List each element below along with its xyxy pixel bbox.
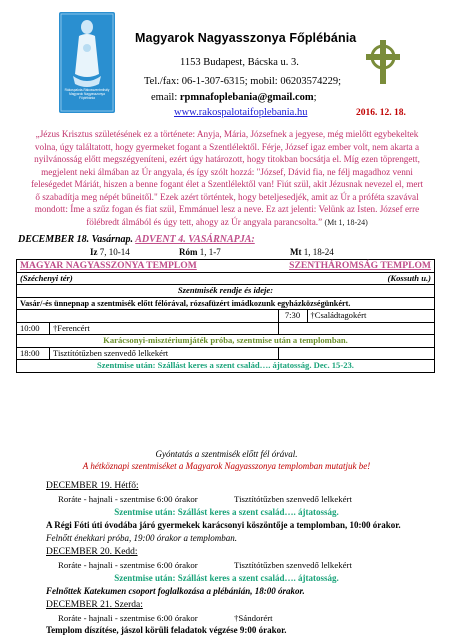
event-note: A Régi Fóti úti óvodába járó gyermekek karácsonyi köszöntője a templomban, 10:00 órakor. — [46, 520, 401, 530]
gospel-reference: (Mt 1, 18-24) — [324, 217, 368, 227]
confession-notice: Gyóntatás a szentmisék előtt fél órával. — [155, 449, 298, 459]
cross-icon — [360, 38, 406, 86]
mass-intention: Tisztítótűzben szenvedő lelkekért — [50, 347, 279, 360]
address: 1153 Budapest, Bácska u. 3. — [180, 57, 299, 68]
mass-intention: †Sándorért — [234, 613, 273, 623]
mass-intention: Tisztítótűzben szenvedő lelkekért — [234, 560, 352, 570]
mass-intention: †Ferencért — [50, 322, 279, 335]
event-note: Templom díszítése, jászol körüli feladatok végzése 9:00 órakor. — [46, 625, 287, 635]
sunday-heading: DECEMBER 18. Vasárnap. ADVENT 4. VASÁRNAPJA: — [18, 234, 255, 245]
email-line: email: rpmnafoplebania@gmail.com; — [151, 92, 317, 103]
logo-text: Rákospalota-Rákosszentmihály Magyarok Nagyasszonya Főplébánia — [64, 88, 110, 100]
devotion-note: Szentmise után: Szállást keres a szent család…. ájtatosság. — [114, 507, 339, 517]
mass-intention: †Családtagokért — [307, 310, 435, 323]
mass-info: Roráte - hajnali - szentmise 6:00 órakor — [58, 494, 198, 504]
schedule-heading: Szentmisék rendje és ideje: — [17, 285, 435, 298]
reading-2: Róm 1, 1-7 — [179, 247, 221, 257]
day-heading: DECEMBER 19. Hétfő: — [46, 481, 139, 491]
devotion-note: Szentmise után: Szállást keres a szent család…. ájtatosság. Dec. 15-23. — [17, 360, 435, 373]
phone-line: Tel./fax: 06-1-307-6315; mobil: 06203574229; — [144, 76, 341, 87]
website-link[interactable]: www.rakospalotaifoplebania.hu — [174, 107, 308, 118]
email-link[interactable]: rpmnafoplebania@gmail.com — [179, 92, 314, 103]
day-heading: DECEMBER 20. Kedd: — [46, 547, 138, 557]
parish-logo — [59, 12, 115, 113]
weekday-mass-notice: A hétköznapi szentmiséket a Magyarok Nagyasszonya templomban mutatjuk be! — [82, 461, 371, 471]
event-note: Felnőttek Katekumen csoport foglalkozása a plébánián, 18:00 órakor. — [46, 586, 305, 596]
reading-3: Mt 1, 18-24 — [290, 247, 334, 257]
mass-time: 18:00 — [17, 347, 50, 360]
mass-time: 10:00 — [17, 322, 50, 335]
carol-rehearsal-note: Karácsonyi-misztériumjáték próba, szentmise után a templomban. — [17, 335, 435, 348]
parish-title: Magyarok Nagyasszonya Főplébánia — [135, 31, 357, 45]
church-2-name: SZENTHÁROMSÁG TEMPLOM — [278, 260, 435, 273]
church-1-location: (Széchenyi tér) — [17, 272, 279, 285]
event-note: Felnőtt énekkari próba, 19:00 órakor a templomban. — [46, 533, 237, 543]
church-1-name: MAGYAR NAGYASSZONYA TEMPLOM — [17, 260, 279, 273]
mass-schedule-table — [16, 259, 435, 373]
devotion-note: Szentmise után: Szállást keres a szent család…. ájtatosság. — [114, 573, 339, 583]
rosary-note: Vasár/-és ünnepnap a szentmisék előtt félórával, rózsafüzért imádkozunk egyházközségünkért. — [17, 297, 435, 310]
mass-info: Roráte - hajnali - szentmise 6:00 órakor — [58, 613, 198, 623]
mass-intention: Tisztítótűzben szenvedő lelkekért — [234, 494, 352, 504]
bulletin-date: 2016. 12. 18. — [356, 108, 406, 118]
mass-info: Roráte - hajnali - szentmise 6:00 órakor — [58, 560, 198, 570]
church-2-location: (Kossuth u.) — [278, 272, 435, 285]
mass-time: 7:30 — [278, 310, 307, 323]
reading-1: Iz 7, 10-14 — [90, 247, 130, 257]
gospel-text: „Jézus Krisztus születésének ez a története: Anyja, Mária, Józsefnek a jegyese, még mielőtt egybekeltek volna, úgy találtatott, hogy gyermeket fogant a Szentlélektől. Férje, József igaz ember volt, nem akarta a nyilvánosság előtt megszégyeníteni, ezért úgy határozott, hogy titokban bocsátja el. Míg ezen töprengett, megjelent neki álmában az Úr angyala, és így szólt hozzá: "József, Dávid fia, ne félj magadhoz venni feleségedet Máriát, hiszen a benne fogant élet a Szentlélektől van! Fiút szül, akit Jézusnak nevezel el, mert ő szabadítja meg népét bűneitől." Ezek azért történtek, hogy beteljesedjék, amit az Úr a próféta szavával mondott: Íme a szűz fogan és fiat szül, Emmánuel lesz a neve. Ez azt jelenti: Velünk az Isten. József erre fölébredt álmából és úgy tett, ahogy az Úr angyala parancsolta.” (Mt 1, 18-24) — [30, 129, 424, 227]
day-heading: DECEMBER 21. Szerda: — [46, 600, 143, 610]
